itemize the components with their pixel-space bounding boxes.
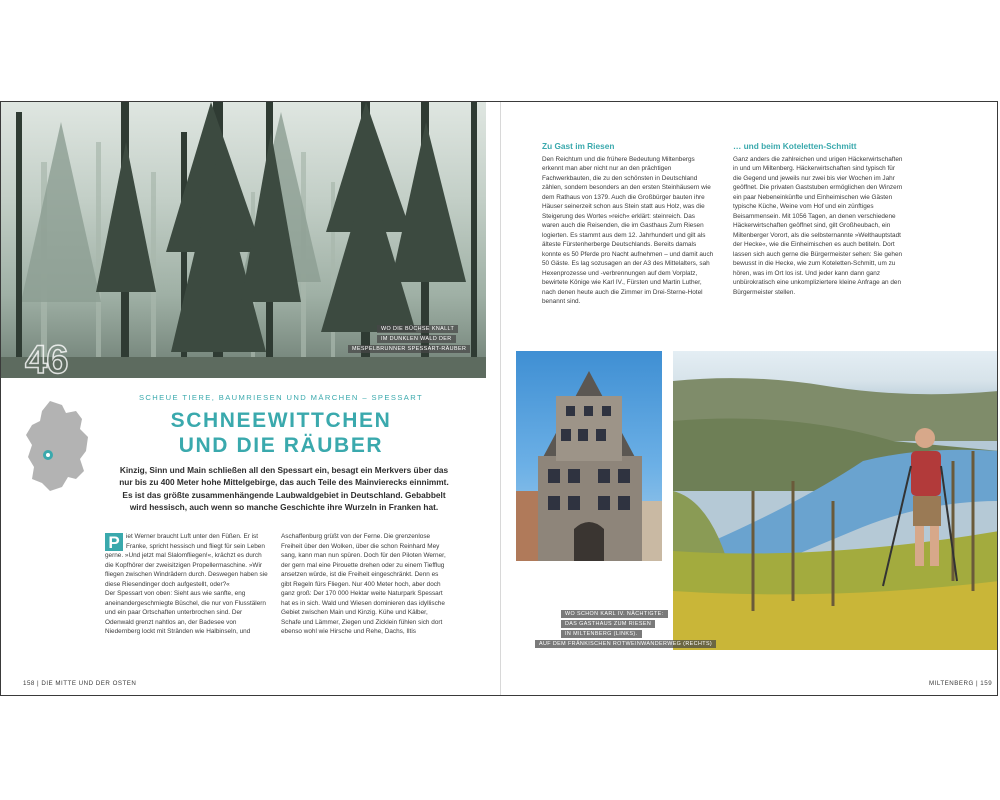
paragraph: Ganz anders die zahlreichen und urigen Häckerwirtschaften in und um Miltenberg. Häckerwirtschaften sind typisch für die Gegend und jeweils nur zwei bis vier Wochen im Jahr geöffnet. Die privaten Gaststuben ermöglichen den Winzern ein paar Nebeneinkünfte und Einheimischen wie Gästen typische Küche, Weine vom Hof und ein zünftiges Beisammensein. Mit 1056 Tagen, an denen verschiedene Häckerwirtschaften geöffnet sind, gilt Großheubach, ein Miltenberger Vorort, als die selbsternannte »Welthauptstadt der Hecke«, wie die Einheimischen es auch betiteln. Dort lassen sich auch gerne die Bürgermeister sehen: Sie gehen bewusst in die Hecke, wie zum Koteletten-Schmitt, um zu hören, was im Ort los ist. Und jeder kann dann ganz unbürokratisch eine unkompliziertere kleine Anfrage an den Bürgermeister stellen. (733, 155, 903, 296)
article-lead: Kinzig, Sinn und Main schließen all den Spessart ein, besagt ein Merkvers über das nur bis zu 400 Meter hohe Mittelgebirge, das auch Teile des Mainvierecks einnimmt. Es ist das größte zusammenhängende Laubwaldgebiet in Deutschland. Gebabbelt wird hessisch, auch wenn so manche Geschichte ihre Wurzeln in Franken hat. (119, 465, 449, 513)
title-line-1: SCHNEEWITTCHEN (170, 409, 392, 432)
forest-photo (1, 102, 486, 378)
body-column-1 (105, 532, 271, 637)
photo-caption-line: MESPELBRUNNER SPESSART-RÄUBER (348, 345, 470, 353)
article-kicker: SCHEUE TIERE, BAUMRIESEN UND MÄRCHEN – SPESSART (138, 393, 424, 402)
left-page-footer: 158 | DIE MITTE UND DER OSTEN (23, 680, 137, 687)
photo-caption-line: IN MILTENBERG (LINKS). (561, 630, 642, 638)
paragraph: Der Spessart von oben: Sieht aus wie sanfte, eng aneinandergeschmiegte Büschel, die nur von Flusstälern und ein paar Ortschaften unterbrochen sind. Der Odenwald grenzt nahtlos an, der Badesee von Niedernberg lockt mit Stränden wie Halbinseln, und (105, 590, 266, 635)
photo-number: 46 (25, 338, 68, 378)
body-column-4 (733, 142, 905, 297)
vineyard-river-photo (673, 351, 998, 650)
photo-caption-line: WO SCHON KARL IV. NÄCHTIGTE: (561, 610, 668, 618)
germany-map-icon (22, 399, 94, 495)
article-title (131, 408, 431, 458)
right-page-footer: MILTENBERG | 159 (929, 680, 993, 687)
section-heading: … und beim Koteletten-Schmitt (733, 141, 857, 151)
book-spread (0, 101, 998, 696)
section-heading: Zu Gast im Riesen (542, 141, 615, 151)
paragraph: iet Werner braucht Luft unter den Füßen. Er ist Franke, spricht hessisch und fliegt für sein Leben gerne. »Und jetzt mal Slalomfliegen!«, krächzt es durch die Kopfhörer der zweisitzigen Propellermaschine. »Wir fliegen zwischen Windrädern durch. Deswegen haben sie diese Riesendinger doch aufgestellt, oder?« (105, 533, 268, 588)
paragraph: Den Reichtum und die frühere Bedeutung Miltenbergs erkennt man aber nicht nur an den prächtigen Fachwerkbauten, die zu den schönsten in Deutschland zählen, sondern besonders an den ersten Steinhäusern wie dem Rathaus von 1379. Auch die Großbürger bauten ihre Häuser seinerzeit schon aus Stein statt aus Holz, was die Steigerung des Wortes »reich« erklärt: steinreich. Das waren auch die Reisenden, die im Gasthaus Zum Riesen logierten. Es stammt aus dem 12. Jahrhundert und gilt als älteste Fürstenherberge Deutschlands. Bereits damals konnte es 50 Pferde pro Nacht aufnehmen – und damit auch 50 Gäste. Es lag sozusagen an der A3 des Mittelalters, sah Hexenprozesse und -verbrennungen auf dem Vorplatz, bewirtete Könige wie Karl IV., Fürsten und Martin Luther, nach denen heute auch die Zimmer im Drei-Sterne-Hotel benannt sind. (542, 155, 714, 305)
photo-caption-line: WO DIE BÜCHSE KNALLT (377, 325, 458, 333)
body-column-2 (281, 532, 447, 637)
photo-caption-line: DAS GASTHAUS ZUM RIESEN (561, 620, 655, 628)
paragraph: Aschaffenburg grüßt von der Ferne. Die grenzenlose Freiheit über den Wolken, über die schon Reinhard Mey sang, kann man nun spüren. Doch für den Piloten Werner, der gern mal eine Pirouette drehen oder zu einem Tiefflug ansetzen würde, ist die Freiheit eingeschränkt. Denn es gibt Regeln fürs Fliegen. Nur 400 Meter hoch, aber doch ganz groß: Der 170 000 Hektar weite Naturpark Spessart hat es in sich. Wald und Wiesen dominieren das idyllische Gebiet zwischen Main und Kinzig. Kühe und Kälber, Schafe und Lämmer, Ziegen und Zicklein fühlen sich dort ebenso wohl wie Hirsche und Rehe, Dachs, Iltis (281, 533, 446, 635)
body-column-3 (542, 142, 714, 307)
gasthaus-photo (516, 351, 662, 561)
title-line-2: UND DIE RÄUBER (178, 434, 384, 457)
photo-caption-line: IM DUNKLEN WALD DER (377, 335, 456, 343)
page-gutter (500, 102, 501, 695)
drop-cap: P (105, 533, 123, 551)
photo-caption-line: AUF DEM FRÄNKISCHEN ROTWEINWANDERWEG (RECHTS) (535, 640, 716, 648)
